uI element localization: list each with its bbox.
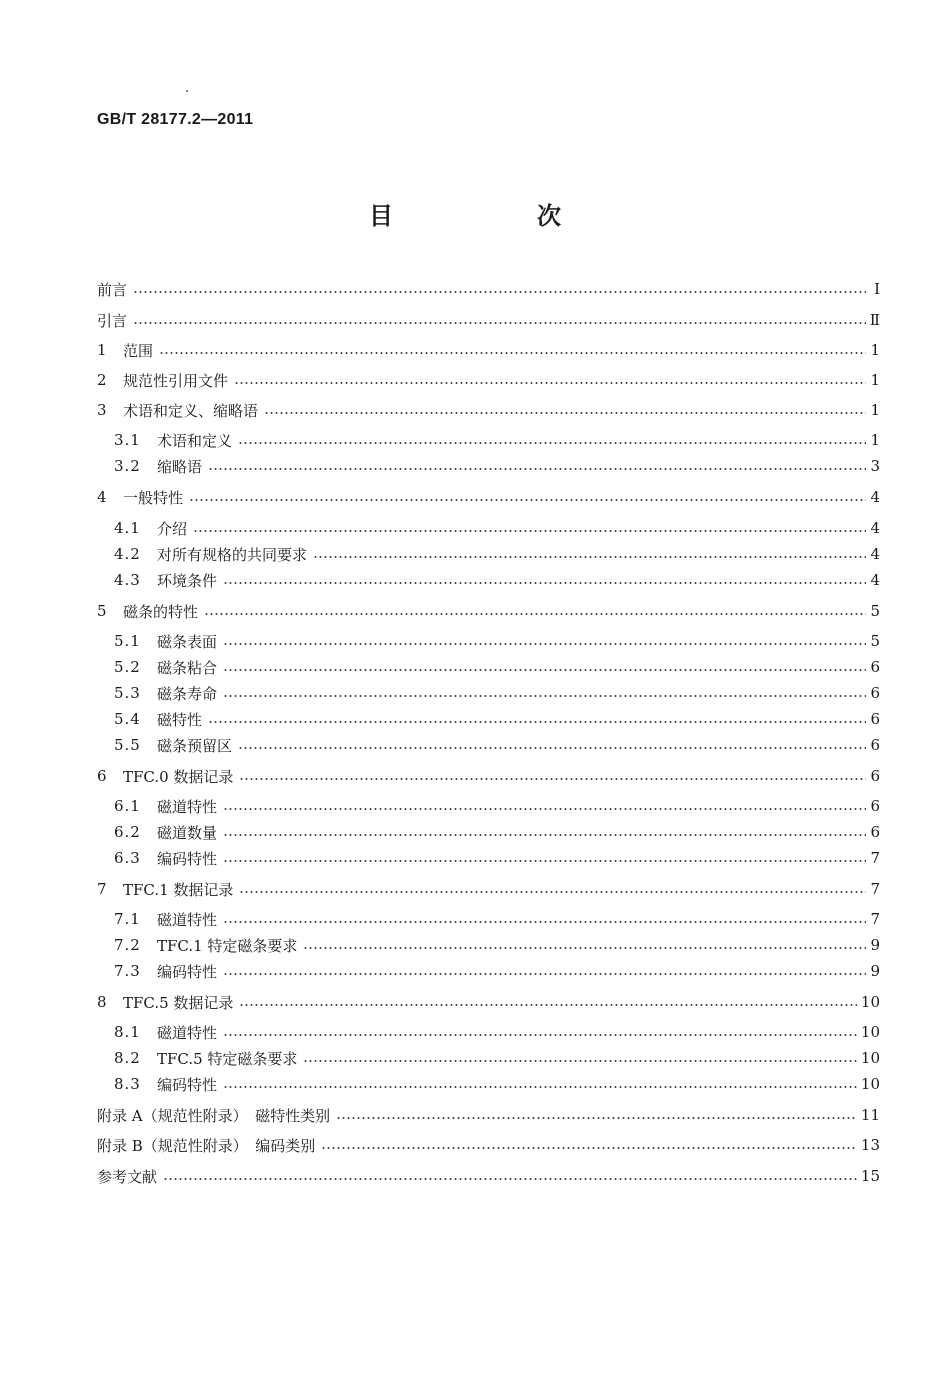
toc-entry-page: 6	[870, 736, 880, 754]
toc-entry-number: 8.1	[114, 1023, 141, 1041]
toc-entry[interactable]	[97, 878, 880, 900]
toc-entry-number: 2	[97, 371, 107, 389]
toc-entry-number: 4.1	[114, 519, 141, 537]
toc-entry[interactable]	[114, 1047, 880, 1069]
toc-entry-page: 6	[870, 710, 880, 728]
toc-entry[interactable]	[114, 1073, 880, 1095]
toc-entry-title: 磁道特性	[157, 797, 218, 816]
toc-entry-page: 15	[860, 1167, 880, 1185]
toc-entry-page: 1	[870, 401, 880, 419]
toc-entry[interactable]	[114, 630, 880, 652]
toc-entry-number: 3.2	[114, 457, 141, 475]
toc-entry[interactable]	[97, 339, 880, 361]
dot-leader	[223, 1086, 857, 1088]
toc-entry-title: 磁条的特性	[123, 602, 199, 621]
dot-leader	[234, 382, 866, 384]
dot-leader	[238, 442, 866, 444]
toc-entry-title: 编码特性	[157, 962, 218, 981]
dot-leader	[223, 1034, 857, 1036]
toc-entry[interactable]	[114, 1021, 880, 1043]
toc-entry-number: 8.3	[114, 1075, 141, 1093]
dot-leader	[223, 695, 866, 697]
toc-entry-number: 6.2	[114, 823, 141, 841]
toc-entry-page: 6	[870, 823, 880, 841]
toc-entry[interactable]	[97, 399, 880, 421]
toc-entry[interactable]	[114, 934, 880, 956]
toc-entry-number: 5.3	[114, 684, 141, 702]
toc-entry[interactable]	[114, 455, 880, 477]
dot-leader	[223, 643, 866, 645]
toc-entry-title: 编码特性	[157, 1075, 218, 1094]
dot-leader	[133, 322, 866, 324]
toc-entry[interactable]	[97, 600, 880, 622]
toc-entry-title: TFC.1 特定磁条要求	[157, 936, 298, 955]
dot-leader	[223, 860, 866, 862]
toc-entry-title: 环境条件	[157, 571, 218, 590]
toc-entry[interactable]	[114, 569, 880, 591]
dot-leader	[163, 1178, 857, 1180]
toc-entry-page: 4	[870, 545, 880, 563]
toc-entry-page: Ⅰ	[874, 280, 880, 298]
toc-entry-page: 9	[870, 936, 880, 954]
toc-entry[interactable]	[97, 278, 880, 300]
toc-entry-page: 10	[860, 1023, 880, 1041]
toc-entry-title: TFC.1 数据记录	[123, 880, 234, 899]
toc-entry-title: 范围	[123, 341, 154, 360]
toc-entry-title: 缩略语	[157, 457, 203, 476]
dot-leader	[223, 808, 866, 810]
toc-entry-page: 6	[870, 684, 880, 702]
toc-entry-number: 3.1	[114, 431, 141, 449]
toc-entry-page: 1	[870, 431, 880, 449]
toc-entry-page: 9	[870, 962, 880, 980]
toc-entry-title: 对所有规格的共同要求	[157, 545, 308, 564]
toc-entry-number: 6.1	[114, 797, 141, 815]
toc-entry-number: 5	[97, 602, 107, 620]
toc-entry[interactable]	[97, 765, 880, 787]
toc-entry-number: 7.2	[114, 936, 141, 954]
toc-entry[interactable]	[114, 821, 880, 843]
dot-leader	[303, 947, 866, 949]
toc-entry[interactable]	[97, 309, 880, 331]
toc-entry-page: 4	[870, 488, 880, 506]
toc-entry-title: 磁条寿命	[157, 684, 218, 703]
toc-entry[interactable]	[114, 847, 880, 869]
toc-entry-title: 磁条预留区	[157, 736, 233, 755]
toc-entry[interactable]	[97, 991, 880, 1013]
toc-entry-title: 编码特性	[157, 849, 218, 868]
toc-entry-title: 磁道数量	[157, 823, 218, 842]
toc-entry-title: 介绍	[157, 519, 188, 538]
toc-entry[interactable]	[114, 429, 880, 451]
dot-leader	[159, 352, 866, 354]
toc-entry-title: 术语和定义	[157, 431, 233, 450]
dot-leader	[208, 468, 866, 470]
dot-leader	[336, 1117, 857, 1119]
toc-entry-number: 7	[97, 880, 107, 898]
toc-entry-title: 前言	[97, 280, 128, 299]
toc-entry-number: 4.2	[114, 545, 141, 563]
toc-entry-number: 3	[97, 401, 107, 419]
dot-leader	[321, 1147, 857, 1149]
dot-leader	[223, 921, 866, 923]
dot-leader	[223, 669, 866, 671]
dot-leader	[133, 291, 866, 293]
toc-entry[interactable]	[114, 543, 880, 565]
dot-leader	[204, 613, 866, 615]
toc-entry-number: 5.4	[114, 710, 141, 728]
dot-leader	[238, 747, 866, 749]
toc-entry[interactable]	[114, 960, 880, 982]
toc-entry-number: 7.3	[114, 962, 141, 980]
toc-entry-page: 5	[870, 602, 880, 620]
toc-entry-page: 7	[870, 910, 880, 928]
toc-entry[interactable]	[97, 1104, 880, 1126]
toc-entry-number: 4.3	[114, 571, 141, 589]
toc-entry-title: 参考文献	[97, 1167, 158, 1186]
toc-entry-page: 10	[860, 1075, 880, 1093]
toc-entry[interactable]	[114, 517, 880, 539]
toc-entry[interactable]	[114, 795, 880, 817]
dot-leader	[239, 778, 866, 780]
toc-entry[interactable]	[97, 486, 880, 508]
dot-leader	[239, 891, 866, 893]
toc-entry-page: 10	[860, 993, 880, 1011]
toc-entry-page: 11	[860, 1106, 880, 1124]
toc-entry[interactable]	[114, 708, 880, 730]
toc-entry-title: 引言	[97, 311, 128, 330]
toc-entry-number: 5.1	[114, 632, 141, 650]
dot-leader	[239, 1004, 856, 1006]
toc-entry-title: 术语和定义、缩略语	[123, 401, 259, 420]
toc-entry-number: 5.5	[114, 736, 141, 754]
dot-leader	[208, 721, 866, 723]
dot-leader	[313, 556, 866, 558]
toc-entry-title: TFC.0 数据记录	[123, 767, 234, 786]
dot-leader	[223, 834, 866, 836]
toc-entry[interactable]	[97, 369, 880, 391]
toc-entry-page: Ⅱ	[869, 311, 880, 329]
toc-entry-title: 磁特性	[157, 710, 203, 729]
dot-leader	[223, 973, 866, 975]
toc-entry-page: 6	[870, 797, 880, 815]
toc-entry-page: 3	[870, 457, 880, 475]
toc-entry-page: 7	[870, 849, 880, 867]
toc-entry-number: 8	[97, 993, 107, 1011]
toc-entry-title: 磁道特性	[157, 910, 218, 929]
toc-entry-page: 6	[870, 767, 880, 785]
toc-entry[interactable]	[114, 908, 880, 930]
toc-entry-page: 7	[870, 880, 880, 898]
toc-entry-title: 磁道特性	[157, 1023, 218, 1042]
toc-entry-number: 1	[97, 341, 107, 359]
toc-entry-number: 8.2	[114, 1049, 141, 1067]
toc-entry-page: 5	[870, 632, 880, 650]
document-code: GB/T 28177.2—2011	[97, 111, 254, 128]
toc-entry-title: 磁条表面	[157, 632, 218, 651]
toc-entry-number: 6	[97, 767, 107, 785]
toc-entry-page: 4	[870, 519, 880, 537]
toc-entry[interactable]	[97, 1134, 880, 1156]
scan-speck	[186, 90, 188, 92]
toc-entry-page: 6	[870, 658, 880, 676]
toc-entry-title: TFC.5 特定磁条要求	[157, 1049, 298, 1068]
toc-entry-title: 附录 B（规范性附录） 编码类别	[97, 1136, 316, 1155]
toc-entry-title: 磁条粘合	[157, 658, 218, 677]
dot-leader	[193, 530, 866, 532]
toc-entry-title: 附录 A（规范性附录） 磁特性类别	[97, 1106, 331, 1125]
dot-leader	[223, 582, 866, 584]
toc-entry[interactable]	[114, 734, 880, 756]
page-title: 目 次	[369, 202, 621, 230]
toc-entry-number: 5.2	[114, 658, 141, 676]
toc-entry-title: TFC.5 数据记录	[123, 993, 234, 1012]
toc-entry-page: 4	[870, 571, 880, 589]
toc-entry-page: 1	[870, 371, 880, 389]
dot-leader	[189, 499, 866, 501]
toc-entry[interactable]	[114, 656, 880, 678]
toc-entry-page: 13	[860, 1136, 880, 1154]
toc-entry[interactable]	[114, 682, 880, 704]
toc-entry-title: 一般特性	[123, 488, 184, 507]
toc-entry-page: 10	[860, 1049, 880, 1067]
toc-entry-number: 6.3	[114, 849, 141, 867]
toc-entry[interactable]	[97, 1165, 880, 1187]
toc-entry-number: 7.1	[114, 910, 141, 928]
toc-entry-title: 规范性引用文件	[123, 371, 229, 390]
dot-leader	[303, 1060, 856, 1062]
dot-leader	[264, 412, 866, 414]
toc-entry-number: 4	[97, 488, 107, 506]
toc-entry-page: 1	[870, 341, 880, 359]
